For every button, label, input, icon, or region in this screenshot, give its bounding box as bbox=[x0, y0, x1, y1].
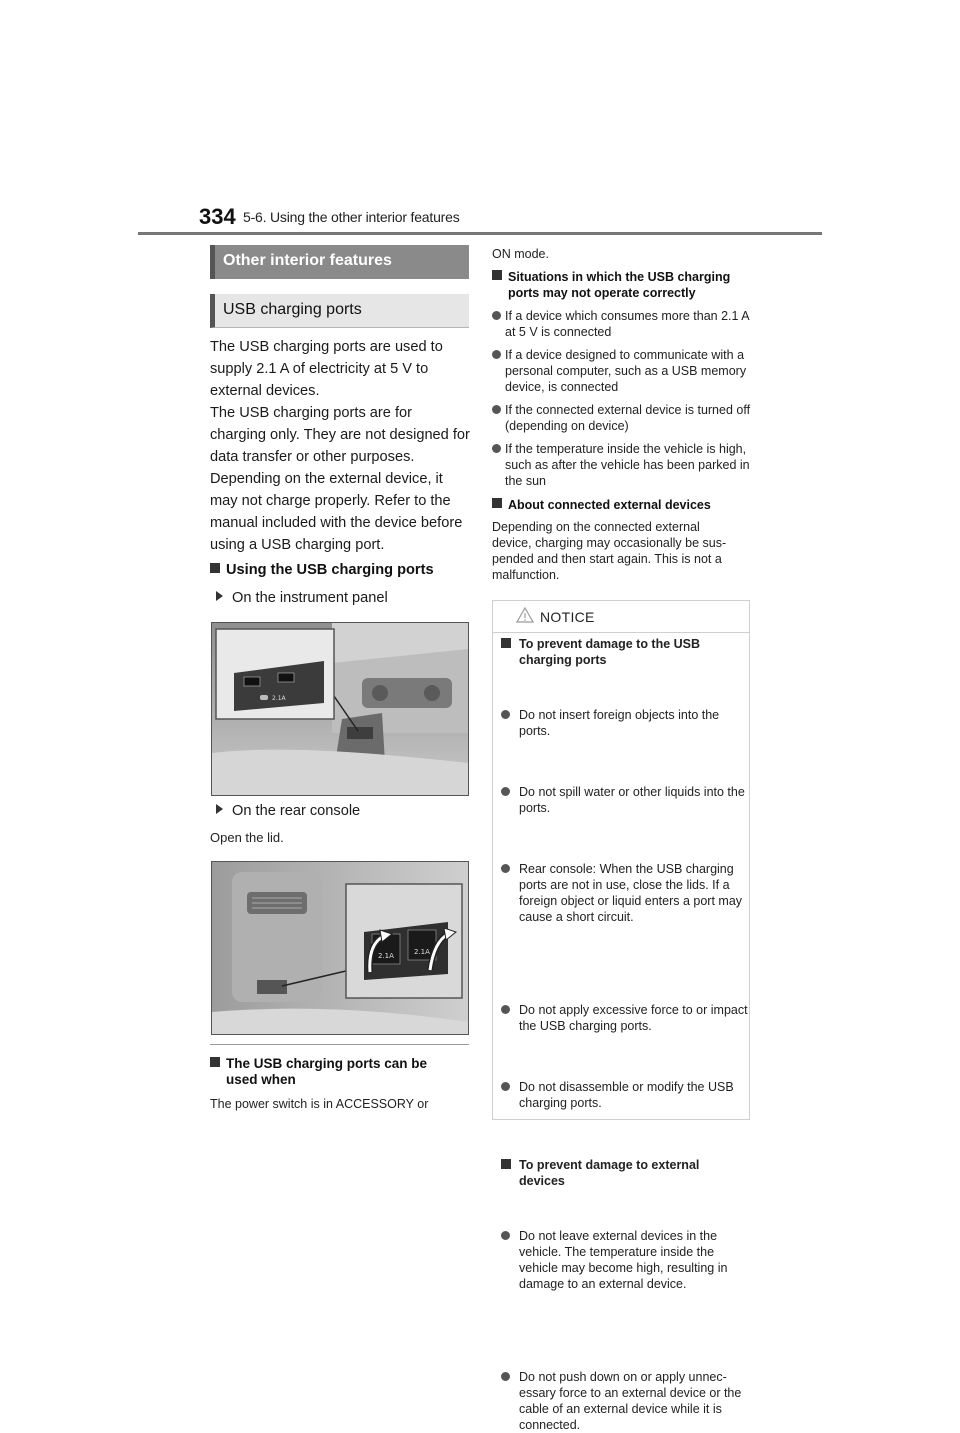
about-text: Depending on the connected external device, charging may occasionally be sus-pended and then start again. This is not a malfunction. bbox=[492, 520, 727, 582]
subsection-banner bbox=[210, 294, 469, 328]
bullet-dot-icon bbox=[501, 864, 510, 873]
situations-heading: Situations in which the USB charging ports may not operate correctly bbox=[492, 269, 752, 301]
square-bullet-icon bbox=[492, 498, 502, 508]
arrow-bullet-icon bbox=[216, 591, 223, 601]
list-item: Rear console: When the USB charging ports are not in use, close the lids. If a foreign object or liquid enters a port may cause a short circuit. bbox=[501, 861, 751, 925]
list-item: Do not spill water or other liquids into the ports. bbox=[501, 784, 751, 816]
section-banner bbox=[210, 245, 469, 279]
bullet-dot-icon bbox=[501, 1231, 510, 1240]
list-item: Do not apply excessive force to or impact the USB charging ports. bbox=[501, 1002, 751, 1034]
notice-heading: To prevent damage to external devices bbox=[501, 1157, 741, 1189]
list-item: Do not disassemble or modify the USB charging ports. bbox=[501, 1079, 751, 1111]
header-rule bbox=[138, 232, 822, 235]
square-bullet-icon bbox=[492, 270, 502, 280]
bullet-dot-icon bbox=[492, 444, 501, 453]
list-item: Do not leave external devices in the vehicle. The temperature inside the vehicle may become high, resulting in damage to an external device. bbox=[501, 1228, 751, 1292]
bullet-dot-icon bbox=[501, 1005, 510, 1014]
chapter-title: 5-6. Using the other interior features bbox=[243, 209, 460, 225]
arrow-bullet-icon bbox=[216, 804, 223, 814]
bullet-dot-icon bbox=[501, 710, 510, 719]
rear-console-photo bbox=[211, 861, 469, 1035]
situations-list bbox=[492, 402, 754, 434]
list-item: Do not push down on or apply unnec-essary force to an external device or the cable of an external device while it is connected. bbox=[501, 1369, 751, 1433]
list-item: If the connected external device is turned off (depending on device) bbox=[492, 402, 754, 434]
list-item: Do not insert foreign objects into the ports. bbox=[501, 707, 751, 739]
situations-list bbox=[492, 347, 754, 395]
situations-list bbox=[492, 441, 754, 489]
square-bullet-icon bbox=[501, 638, 511, 648]
bullet-dot-icon bbox=[492, 350, 501, 359]
intro-paragraph: The USB charging ports are used to supply 2.1 A of electricity at 5 V to external devices. bbox=[210, 339, 443, 399]
console-left-rating: 2.1A bbox=[378, 952, 394, 960]
intro-text bbox=[210, 336, 470, 556]
when-text-continued: ON mode. bbox=[492, 247, 549, 261]
about-heading: About connected external devices bbox=[492, 497, 711, 513]
list-item: If a device which consumes more than 2.1 A at 5 V is connected bbox=[492, 308, 754, 340]
subsection-title: USB charging ports bbox=[223, 301, 362, 318]
section-title: Other interior features bbox=[223, 252, 392, 269]
console-right-rating: 2.1A bbox=[414, 948, 430, 956]
situations-list bbox=[492, 308, 754, 340]
notice-title: NOTICE bbox=[540, 609, 595, 625]
using-heading: Using the USB charging ports bbox=[210, 562, 434, 578]
page-number: 334 bbox=[199, 204, 236, 229]
notice-heading: To prevent damage to the USB charging ports bbox=[501, 636, 741, 668]
list-item: If the temperature inside the vehicle is high, such as after the vehicle has been parked in the sun bbox=[492, 441, 754, 489]
bullet-dot-icon bbox=[501, 787, 510, 796]
open-lid-text: Open the lid. bbox=[210, 830, 284, 845]
bullet-dot-icon bbox=[492, 311, 501, 320]
when-text: The power switch is in ACCESSORY or bbox=[210, 1097, 429, 1111]
bullet-dot-icon bbox=[501, 1082, 510, 1091]
location-instrument-panel: On the instrument panel bbox=[216, 590, 388, 606]
instrument-panel-photo bbox=[211, 622, 469, 796]
square-bullet-icon bbox=[210, 1057, 220, 1067]
square-bullet-icon bbox=[210, 563, 220, 573]
panel-rating-label: 2.1A bbox=[272, 695, 286, 702]
square-bullet-icon bbox=[501, 1159, 511, 1169]
warning-triangle-icon bbox=[516, 606, 534, 624]
intro-paragraph: The USB charging ports are for charging only. They are not designed for data transfer or other purposes. Depending on the external device, it may not charge properly. Refer to the manual included with the device before using a USB charging port. bbox=[210, 405, 470, 553]
bullet-dot-icon bbox=[501, 1372, 510, 1381]
notice-box bbox=[492, 600, 750, 1432]
location-rear-console: On the rear console bbox=[216, 803, 360, 819]
list-item: If a device designed to communicate with a personal computer, such as a USB memory device, is connected bbox=[492, 347, 754, 395]
when-heading: The USB charging ports can be used when bbox=[210, 1056, 460, 1088]
bullet-dot-icon bbox=[492, 405, 501, 414]
divider bbox=[210, 1044, 469, 1045]
notice-header bbox=[493, 601, 749, 633]
